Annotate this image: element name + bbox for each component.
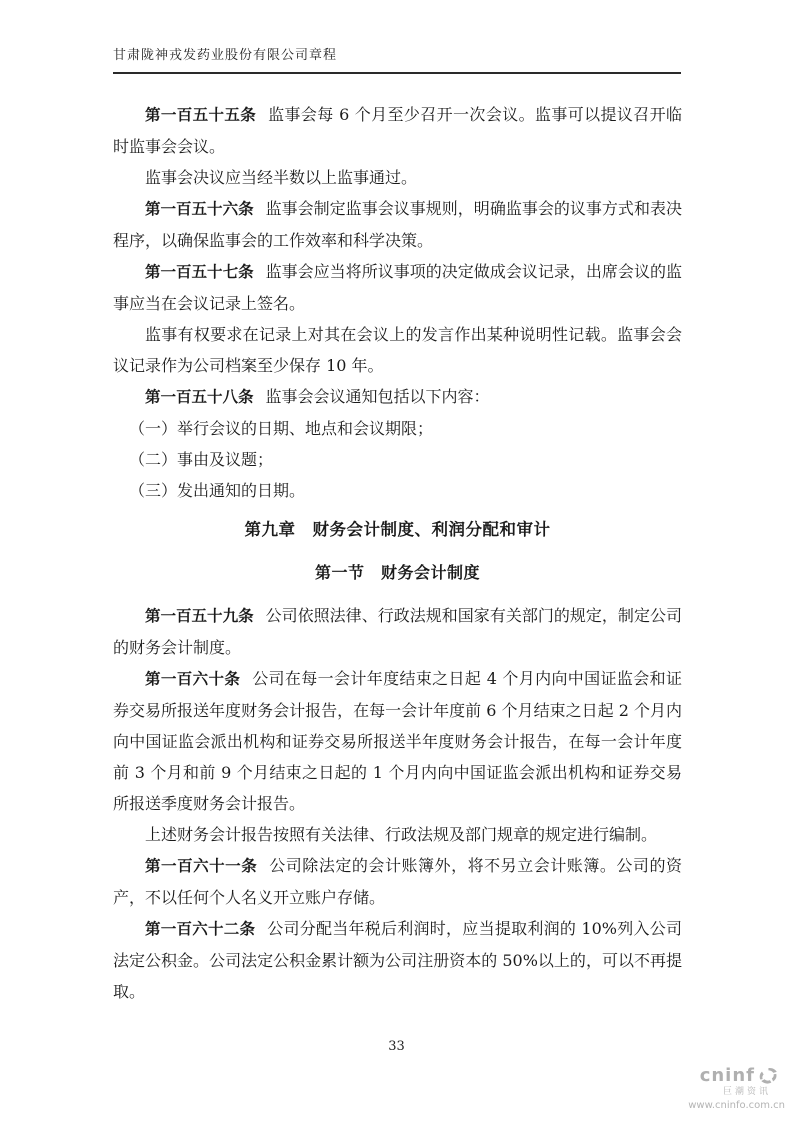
article-text: 公司除法定的会计账簿外，将不另立会计账簿。公司的资产，不以任何个人名义开立账户存储。 <box>113 856 682 907</box>
article-paragraph <box>113 850 682 913</box>
chapter-heading: 第九章 财务会计制度、利润分配和审计 <box>244 520 551 539</box>
article-paragraph <box>113 913 682 1007</box>
section-heading: 第一节 财务会计制度 <box>314 563 480 582</box>
paragraph-text: 监事有权要求在记录上对其在会议上的发言作出某种说明性记载。监事会会议记录作为公司档案至少保存 10 年。 <box>113 325 682 375</box>
logo-chinese-name: 巨潮资讯 <box>722 1087 771 1097</box>
article-number: 第一百六十条 <box>145 670 241 688</box>
list-item-text: （二）事由及议题； <box>129 450 274 469</box>
plain-paragraph <box>113 162 682 193</box>
document-body <box>113 99 682 1007</box>
article-text: 公司分配当年税后利润时，应当提取利润的 10%列入公司法定公积金。公司法定公积金累计额为公司注册资本的 50%以上的，可以不再提取。 <box>113 919 682 1001</box>
plain-paragraph <box>113 319 682 381</box>
page-number: 33 <box>388 1039 405 1054</box>
article-number: 第一百五十九条 <box>145 607 254 625</box>
cninfo-logo <box>625 1066 788 1111</box>
list-item <box>113 413 682 444</box>
swirl-icon <box>757 1066 779 1086</box>
list-item-text: （一）举行会议的日期、地点和会议期限； <box>129 419 434 438</box>
article-paragraph <box>113 381 682 413</box>
document-title: 甘肃陇神戎发药业股份有限公司章程 <box>113 48 338 63</box>
paragraph-text: 上述财务会计报告按照有关法律、行政法规及部门规章的规定进行编制。 <box>145 825 658 844</box>
article-text: 监事会每 6 个月至少召开一次会议。监事可以提议召开临时监事会会议。 <box>113 105 682 156</box>
article-number: 第一百五十五条 <box>145 106 257 124</box>
list-item-text: （三）发出通知的日期。 <box>129 481 306 500</box>
article-number: 第一百六十一条 <box>145 857 258 875</box>
article-paragraph <box>113 193 682 256</box>
list-item <box>113 444 682 475</box>
plain-paragraph <box>113 819 682 850</box>
paragraph-text: 监事会决议应当经半数以上监事通过。 <box>145 168 418 187</box>
logo-brand-text: cninf <box>699 1065 755 1087</box>
article-paragraph <box>113 256 682 319</box>
article-paragraph <box>113 663 682 819</box>
article-number: 第一百五十六条 <box>145 200 254 218</box>
article-paragraph <box>113 99 682 162</box>
article-text: 监事会制定监事会议事规则，明确监事会的议事方式和表决程序，以确保监事会的工作效率和科学决策。 <box>113 199 682 250</box>
article-number: 第一百五十七条 <box>145 263 254 281</box>
article-text: 监事会应当将所议事项的决定做成会议记录，出席会议的监事应当在会议记录上签名。 <box>113 262 682 313</box>
article-number: 第一百五十八条 <box>145 388 254 406</box>
logo-brand-row <box>700 1066 779 1086</box>
article-paragraph <box>113 600 682 663</box>
article-text: 监事会会议通知包括以下内容： <box>265 387 490 406</box>
page-header <box>113 44 681 74</box>
list-item <box>113 475 682 506</box>
article-text: 公司在每一会计年度结束之日起 4 个月内向中国证监会和证券交易所报送年度财务会计报告，在每一会计年度前 6 个月结束之日起 2 个月内向中国证监会派出机构和证券交易所报送半年度财务会计报告，在每一会计年度前 3 个月和前 9 个月结束之日起的 1 个月内向中国证监会派出机构和证券交易所报送季度财务会计报告。 <box>113 669 682 813</box>
logo-url: www.cninfo.com.cn <box>688 1099 785 1111</box>
article-text: 公司依照法律、行政法规和国家有关部门的规定，制定公司的财务会计制度。 <box>113 606 682 657</box>
article-number: 第一百六十二条 <box>145 920 256 938</box>
